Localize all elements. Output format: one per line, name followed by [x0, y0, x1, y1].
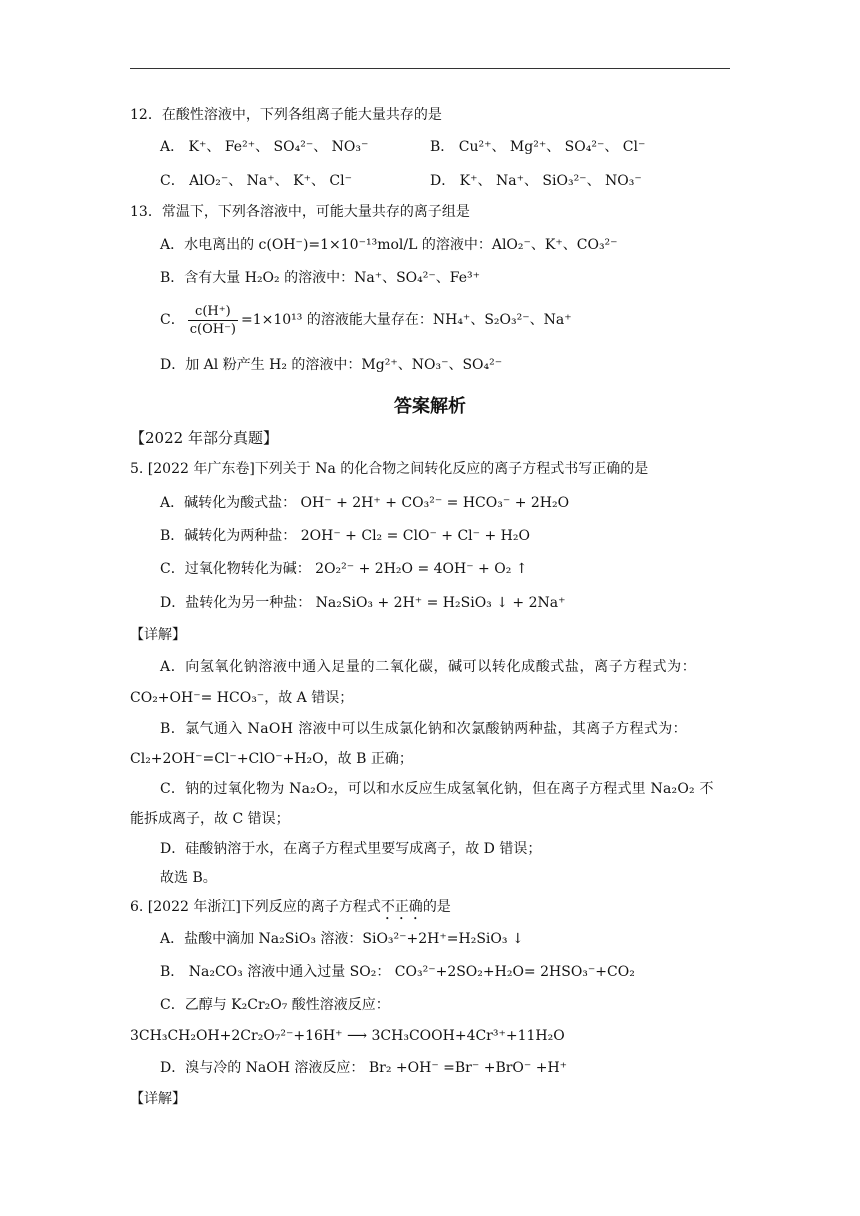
q6-option-c2: 3CH₃CH₂OH+2Cr₂O₇²⁻+16H⁺ ⟶ 3CH₃COOH+4Cr³⁺+11H₂O [130, 1028, 565, 1044]
q5-option-c: C．过氧化物转化为碱： 2O₂²⁻ + 2H₂O = 4OH⁻ + O₂ ↑ [160, 561, 528, 577]
q12-option-d: D． K⁺、 Na⁺、 SiO₃²⁻、 NO₃⁻ [430, 173, 642, 189]
q6-option-a: A．盐酸中滴加 Na₂SiO₃ 溶液：SiO₃²⁻+2H⁺=H₂SiO₃ ↓ [160, 931, 524, 947]
q12-stem: 12．在酸性溶液中，下列各组离子能大量共存的是 [130, 107, 442, 123]
q13-option-b: B．含有大量 H₂O₂ 的溶液中：Na⁺、SO₄²⁻、Fe³⁺ [160, 270, 481, 286]
q12-option-c: C． AlO₂⁻、 Na⁺、 K⁺、 Cl⁻ [160, 173, 352, 189]
q5-explanation-d: D．硅酸钠溶于水，在离子方程式里要写成离子，故 D 错误； [160, 841, 542, 857]
q5-explanation-c2: 能拆成离子，故 C 错误； [130, 811, 290, 827]
q6-option-d: D．溴与冷的 NaOH 溶液反应： Br₂ +OH⁻ =Br⁻ +BrO⁻ +H⁺ [160, 1060, 568, 1076]
year-heading: 【2022 年部分真题】 [130, 429, 278, 447]
q13-option-c [160, 302, 572, 338]
answer-title: 答案解析 [394, 396, 466, 417]
q6-stem-emphasis: 不正确 [380, 899, 423, 915]
q13-option-d: D．加 Al 粉产生 H₂ 的溶液中：Mg²⁺、NO₃⁻、SO₄²⁻ [160, 357, 503, 373]
q5-option-b: B．碱转化为两种盐： 2OH⁻ + Cl₂ = ClO⁻ + Cl⁻ + H₂O [160, 528, 530, 544]
q5-answer: 故选 B。 [160, 870, 217, 886]
q12-option-a: A． K⁺、 Fe²⁺、 SO₄²⁻、 NO₃⁻ [160, 139, 369, 155]
q13-option-a: A．水电离出的 c(OH⁻)=1×10⁻¹³mol/L 的溶液中：AlO₂⁻、K⁺、CO₃²⁻ [160, 237, 618, 253]
q5-explanation-b1: B．氯气通入 NaOH 溶液中可以生成氯化钠和次氯酸钠两种盐，其离子方程式为： [160, 721, 688, 737]
q13-option-c-label: C． [160, 312, 185, 328]
q13-fraction [188, 303, 238, 338]
q5-option-a: A．碱转化为酸式盐： OH⁻ + 2H⁺ + CO₃²⁻ = HCO₃⁻ + 2H₂O [160, 495, 570, 511]
q6-option-c1: C．乙醇与 K₂Cr₂O₇ 酸性溶液反应： [160, 997, 390, 1013]
q12-option-b: B． Cu²⁺、 Mg²⁺、 SO₄²⁻、 Cl⁻ [430, 139, 646, 155]
q6-stem [130, 897, 451, 923]
q5-explanation-b2: Cl₂+2OH⁻=Cl⁻+ClO⁻+H₂O，故 B 正确； [130, 751, 413, 767]
q5-option-d: D．盐转化为另一种盐： Na₂SiO₃ + 2H⁺ = H₂SiO₃ ↓ + 2Na⁺ [160, 595, 566, 611]
q5-explanation-a1: A．向氢氧化钠溶液中通入足量的二氧化碳，碱可以转化成酸式盐，离子方程式为： [160, 659, 697, 675]
q13-fraction-denominator: c(OH⁻) [189, 321, 236, 337]
q13-option-c-rest: =1×10¹³ 的溶液能大量存在：NH₄⁺、S₂O₃²⁻、Na⁺ [241, 312, 572, 328]
q6-option-b: B． Na₂CO₃ 溶液中通入过量 SO₂： CO₃²⁻+2SO₂+H₂O= 2HSO₃⁻+CO₂ [160, 964, 635, 980]
q5-detail-label: 【详解】 [130, 627, 186, 643]
q13-fraction-numerator: c(H⁺) [188, 303, 238, 321]
q13-stem: 13．常温下，下列各溶液中，可能大量共存的离子组是 [130, 204, 470, 220]
q5-explanation-a2: CO₂+OH⁻= HCO₃⁻，故 A 错误； [130, 690, 354, 706]
q5-stem: 5. [2022 年广东卷]下列关于 Na 的化合物之间转化反应的离子方程式书写正确的是 [130, 461, 649, 477]
q6-stem-post: 的是 [422, 899, 451, 915]
q6-stem-pre: 6. [2022 年浙江]下列反应的离子方程式 [130, 899, 381, 915]
q6-detail-label: 【详解】 [130, 1091, 186, 1107]
q5-explanation-c1: C．钠的过氧化物为 Na₂O₂，可以和水反应生成氢氧化钠，但在离子方程式里 Na₂O₂ 不 [160, 781, 714, 797]
header-rule [130, 68, 730, 69]
